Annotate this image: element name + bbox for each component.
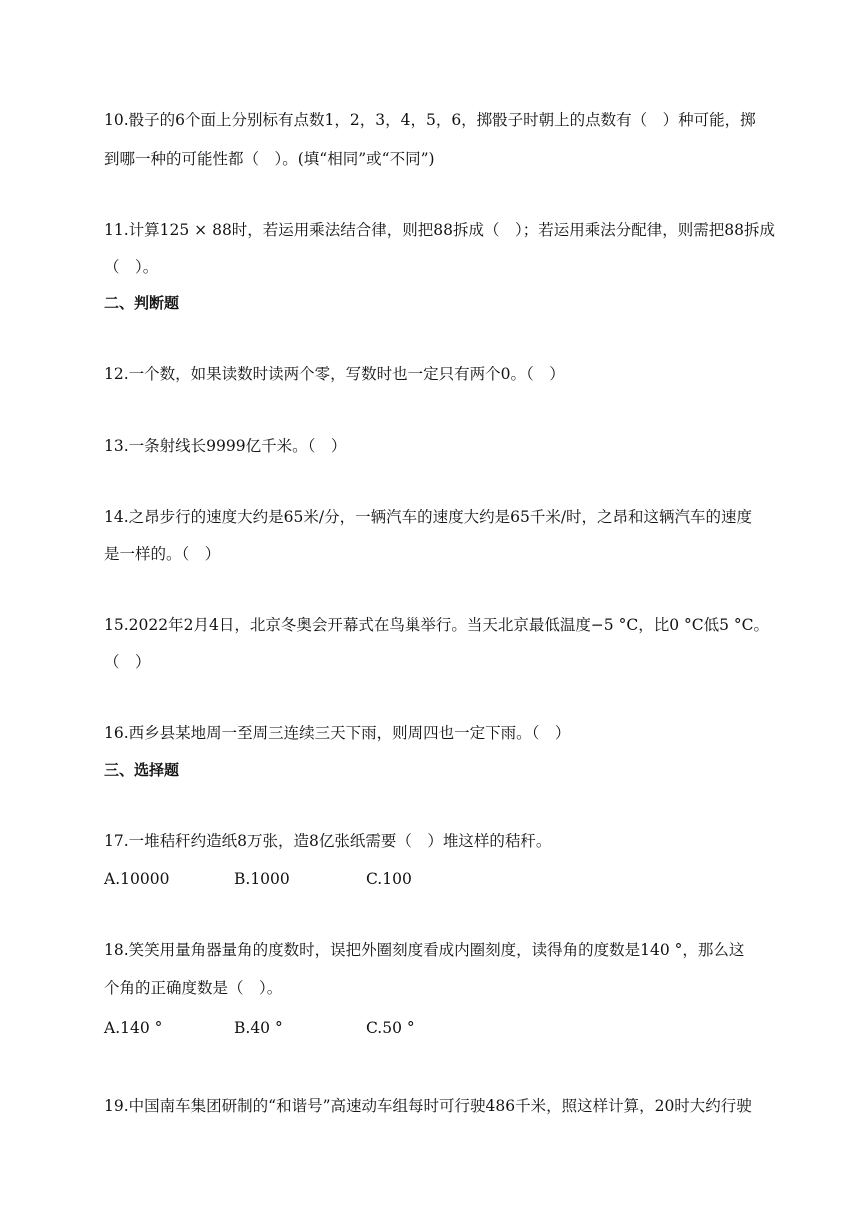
q16-text: 16.西乡县某地周一至周三连续三天下雨，则周四也一定下雨。（ ） [104,724,571,742]
q17-option-c: C.100 [366,870,412,888]
q19-line-1: 19.中国南车集团研制的“和谐号”高速动车组每时可行驶486千米，照这样计算，20时大约行驶 [104,1097,752,1115]
q12-text: 12.一个数，如果读数时读两个零，写数时也一定只有两个0。（ ） [104,365,565,383]
q18-line-2: 个角的正确度数是（ ）。 [104,979,283,997]
q17-option-b: B.1000 [234,870,290,888]
section-heading-judgment: 二、判断题 [104,294,180,312]
q14-line-2: 是一样的。（ ） [104,545,221,563]
q13-text: 13.一条射线长9999亿千米。（ ） [104,437,347,455]
q17-option-a: A.10000 [104,870,170,888]
q14-line-1: 14.之昂步行的速度大约是65米/分，一辆汽车的速度大约是65千米/时，之昂和这辆汽车的速度 [104,508,753,526]
q15-line-1: 15.2022年2月4日，北京冬奥会开幕式在鸟巢举行。当天北京最低温度−5 °C，比0 °C低5 °C。 [104,616,770,634]
q17-stem: 17.一堆秸秆约造纸8万张，造8亿张纸需要（ ）堆这样的秸秆。 [104,832,552,850]
section-heading-choice: 三、选择题 [104,761,180,779]
q18-option-a: A.140 ° [104,1019,163,1037]
q15-line-2: （ ） [104,653,151,671]
q11-line-1: 11.计算125 × 88时，若运用乘法结合律，则把88拆成（ ）；若运用乘法分配律，则需把88拆成 [104,221,775,239]
q10-line-1: 10.骰子的6个面上分别标有点数1，2，3，4，5，6，掷骰子时朝上的点数有（ ）种可能，掷 [104,111,756,129]
q18-line-1: 18.笑笑用量角器量角的度数时，误把外圈刻度看成内圈刻度，读得角的度数是140 °，那么这 [104,941,745,959]
q10-line-2: 到哪一种的可能性都（ ）。(填“相同”或“不同”) [104,150,435,168]
q18-option-c: C.50 ° [366,1019,415,1037]
q18-option-b: B.40 ° [234,1019,283,1037]
q11-line-2: （ ）。 [104,258,159,276]
